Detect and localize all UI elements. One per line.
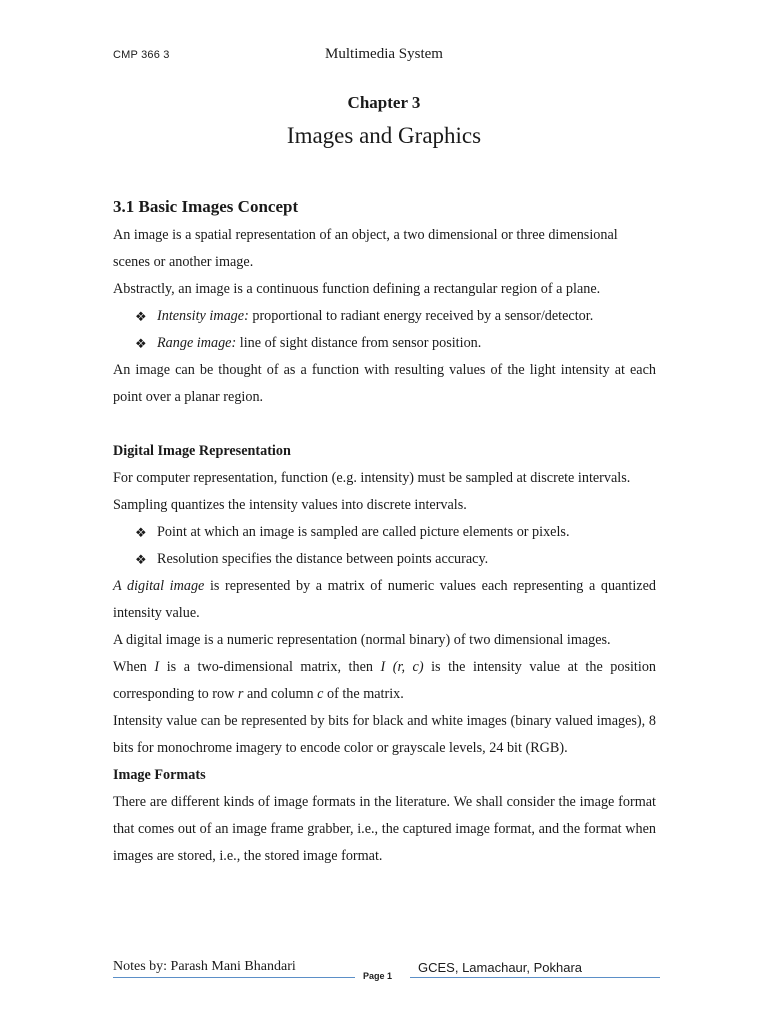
italic-term: A digital image <box>113 578 205 594</box>
course-code: CMP 366 3 <box>113 49 170 61</box>
paragraph: For computer representation, function (e.g. intensity) must be sampled at discrete intervals. <box>113 470 631 486</box>
paragraph: Intensity value can be represented by bits for black and white images (binary valued images), 8 bits for monochrome imagery to encode color or grayscale levels, 24 bit (RGB). <box>113 713 656 756</box>
footer-rule-right <box>410 977 660 978</box>
footer-institution: GCES, Lamachaur, Pokhara <box>418 960 583 975</box>
footer-rule-left <box>113 977 355 978</box>
bullet-text: Resolution specifies the distance between points accuracy. <box>157 551 489 567</box>
paragraph: A digital image is a numeric representation (normal binary) of two dimensional images. <box>113 632 611 648</box>
bullet-text: proportional to radiant energy received by a sensor/detector. <box>248 308 594 324</box>
bullet-term: Range image: <box>157 335 237 351</box>
section-heading: 3.1 Basic Images Concept <box>113 197 299 216</box>
diamond-bullet-icon: ❖ <box>135 525 147 540</box>
diamond-bullet-icon: ❖ <box>135 309 147 324</box>
bullet-item <box>113 303 656 330</box>
paragraph: An image can be thought of as a function with resulting values of the light intensity at each point over a planar region. <box>113 362 656 405</box>
diamond-bullet-icon: ❖ <box>135 336 147 351</box>
paragraph: A digital image is represented by a matrix of numeric values each representing a quantized intensity value. <box>113 578 656 621</box>
chapter-title: Images and Graphics <box>286 123 482 148</box>
bullet-item <box>113 519 656 546</box>
bullet-term: Intensity image: <box>157 308 249 324</box>
bullet-item <box>113 546 656 573</box>
course-name: Multimedia System <box>325 46 443 62</box>
paragraph: An image is a spatial representation of an object, a two dimensional or three dimensional scenes or another image. <box>113 227 618 270</box>
page-number: Page 1 <box>363 971 393 981</box>
subsection-heading: Digital Image Representation <box>113 443 291 459</box>
paragraph: There are different kinds of image formats in the literature. We shall consider the image format that comes out of an image frame grabber, i.e., the captured image format, and the format when images are stored, i.e., the stored image format. <box>113 794 656 864</box>
diamond-bullet-icon: ❖ <box>135 552 147 567</box>
bullet-item <box>113 330 656 357</box>
footer-author: Notes by: Parash Mani Bhandari <box>113 959 296 974</box>
chapter-label: Chapter 3 <box>347 93 421 112</box>
paragraph: Sampling quantizes the intensity values into discrete intervals. <box>113 497 467 513</box>
subsection-heading: Image Formats <box>113 767 206 783</box>
paragraph: When I is a two-dimensional matrix, then I (r, c) is the intensity value at the position corresponding to row r and column c of the matrix. <box>113 659 657 702</box>
bullet-text: Point at which an image is sampled are called picture elements or pixels. <box>157 524 570 540</box>
paragraph: Abstractly, an image is a continuous function defining a rectangular region of a plane. <box>113 281 601 297</box>
main-content <box>113 193 656 870</box>
bullet-text: line of sight distance from sensor position. <box>236 335 482 351</box>
